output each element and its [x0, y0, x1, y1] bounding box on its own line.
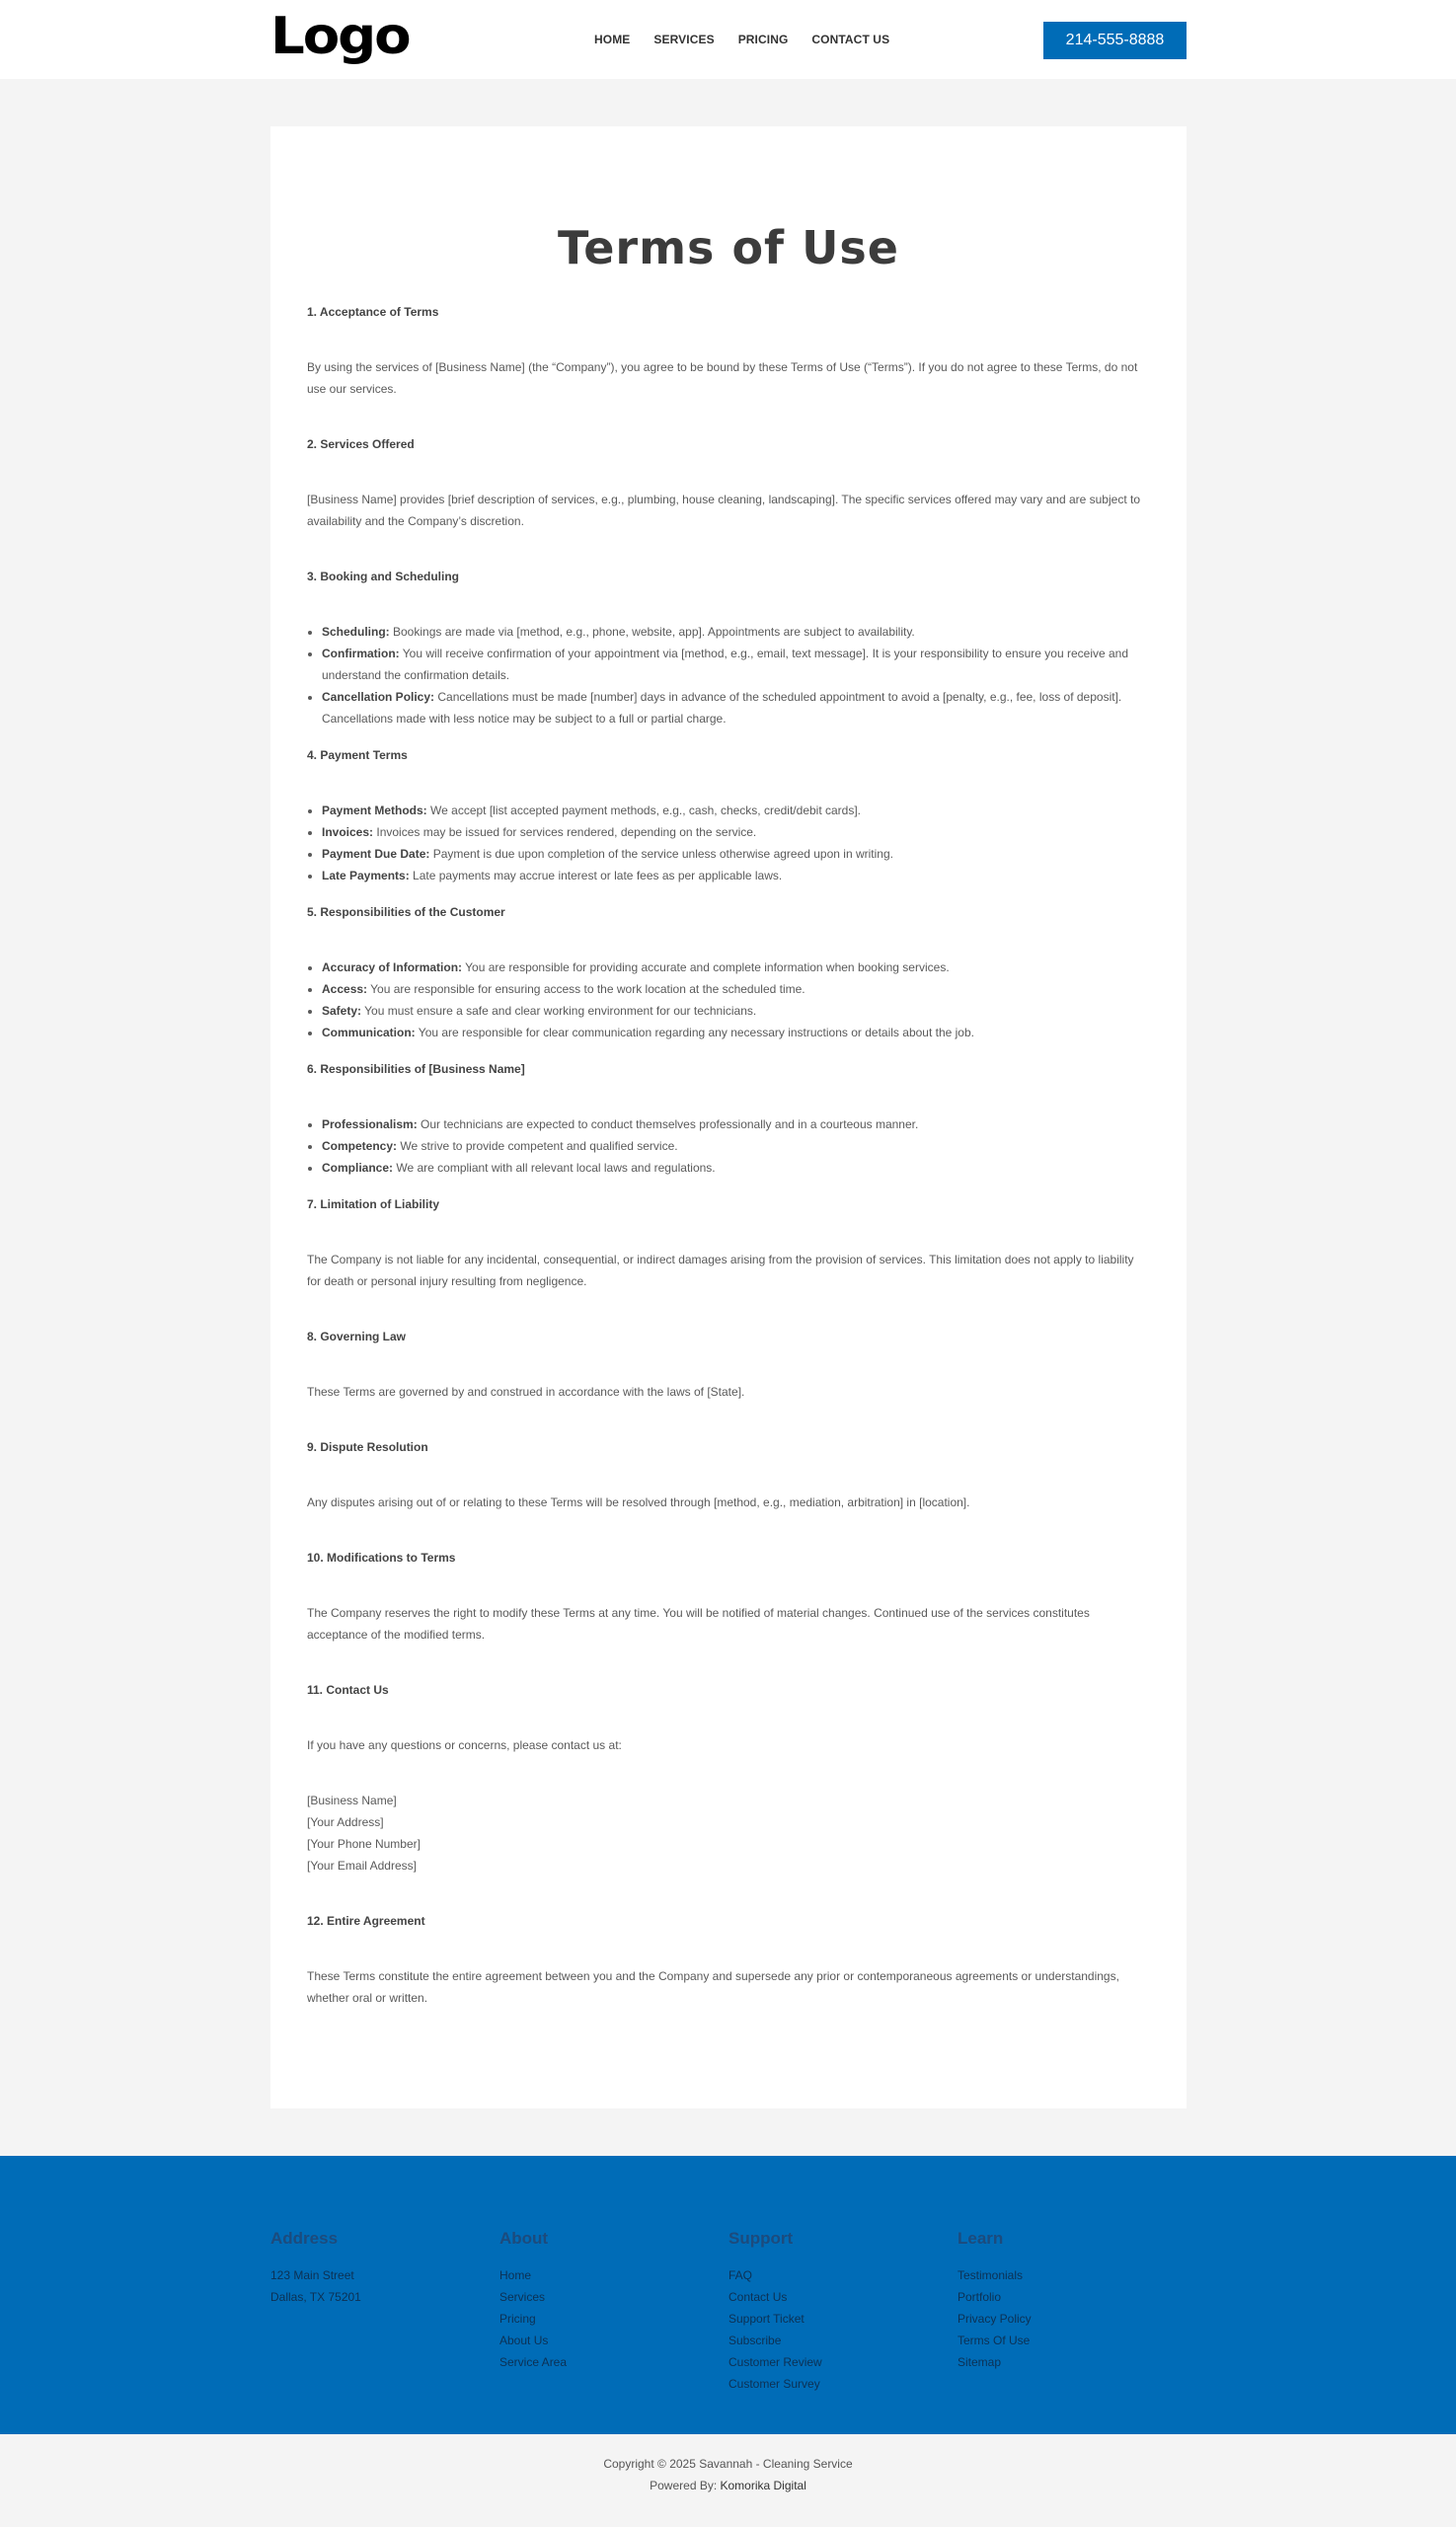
contact-line: [Your Email Address] [307, 1859, 417, 1873]
section-heading: 8. Governing Law [307, 1330, 407, 1343]
footer-heading: Address [270, 2229, 339, 2248]
footer-link-customer-survey[interactable]: Customer Survey [728, 2377, 820, 2391]
contact-block [307, 1790, 1148, 1876]
section-heading: 10. Modifications to Terms [307, 1551, 456, 1565]
section-heading: 2. Services Offered [307, 437, 415, 451]
footer-link-service-area[interactable]: Service Area [499, 2355, 568, 2369]
footer-link-customer-review[interactable]: Customer Review [728, 2355, 822, 2369]
site-header [0, 0, 1456, 79]
list-item: • Competency: We strive to provide competent and qualified service. [322, 1135, 1148, 1157]
list-item: • Communication: You are responsible for clear communication regarding any necessary instructions or details about the job. [322, 1022, 1148, 1043]
business-list [307, 1113, 1148, 1179]
section-heading: 11. Contact Us [307, 1683, 389, 1697]
list-item: • Payment Methods: We accept [list accepted payment methods, e.g., cash, checks, credit/debit cards]. [322, 800, 1148, 821]
list-item: • Safety: You must ensure a safe and clear working environment for our technicians. [322, 1000, 1148, 1022]
address-line: Dallas, TX 75201 [270, 2290, 361, 2304]
logo[interactable]: Logo [270, 7, 410, 66]
footer-link-contact-us[interactable]: Contact Us [728, 2290, 788, 2304]
section-heading: 6. Responsibilities of [Business Name] [307, 1062, 525, 1076]
footer-link-pricing[interactable]: Pricing [499, 2312, 536, 2326]
section-text: [Business Name] provides [brief description of services, e.g., plumbing, house cleaning, landscaping]. The specific services offered may vary and are subject to availability and the Company’s discretion. [307, 493, 1140, 528]
footer-link-faq[interactable]: FAQ [728, 2268, 753, 2282]
section-text: By using the services of [Business Name] (the “Company”), you agree to be bound by these Terms of Use (“Terms”). If you do not agree to these Terms, do not use our services. [307, 360, 1138, 396]
section-text: The Company is not liable for any incidental, consequential, or indirect damages arising from the provision of services. This limitation does not apply to liability for death or personal injury resulting from negligence. [307, 1253, 1134, 1288]
terms-content [307, 301, 1148, 2009]
footer-link-support-ticket[interactable]: Support Ticket [728, 2312, 805, 2326]
footer-link-terms-of-use[interactable]: Terms Of Use [958, 2334, 1031, 2347]
phone-button[interactable]: 214-555-8888 [1043, 22, 1187, 59]
main-nav [594, 33, 913, 46]
customer-list [307, 957, 1148, 1043]
footer-address [270, 2229, 361, 2308]
nav-contact-us[interactable]: CONTACT US [811, 33, 890, 46]
list-item: • Confirmation: You will receive confirmation of your appointment via [method, e.g., email, text message]. It is your responsibility to ensure you receive and understand the confirmation details. [322, 643, 1148, 686]
nav-services[interactable]: SERVICES [653, 33, 715, 46]
footer-link-about-us[interactable]: About Us [499, 2334, 549, 2347]
footer-support [728, 2229, 822, 2395]
powered-by-link[interactable]: Komorika Digital [720, 2479, 806, 2492]
contact-line: [Business Name] [307, 1794, 397, 1807]
footer-heading: Learn [958, 2229, 1004, 2248]
list-item: • Compliance: We are compliant with all relevant local laws and regulations. [322, 1157, 1148, 1179]
list-item: • Late Payments: Late payments may accrue interest or late fees as per applicable laws. [322, 865, 1148, 886]
nav-home[interactable]: HOME [594, 33, 631, 46]
footer-heading: Support [728, 2229, 794, 2248]
list-item: • Professionalism: Our technicians are expected to conduct themselves professionally and in a courteous manner. [322, 1113, 1148, 1135]
list-item: • Invoices: Invoices may be issued for services rendered, depending on the service. [322, 821, 1148, 843]
section-heading: 5. Responsibilities of the Customer [307, 905, 505, 919]
footer-link-privacy-policy[interactable]: Privacy Policy [958, 2312, 1032, 2326]
footer-link-subscribe[interactable]: Subscribe [728, 2334, 782, 2347]
list-item: • Scheduling: Bookings are made via [method, e.g., phone, website, app]. Appointments are subject to availability. [322, 621, 1148, 643]
section-heading: 12. Entire Agreement [307, 1914, 425, 1928]
footer-heading: About [499, 2229, 549, 2248]
copyright-bar [0, 2434, 1456, 2527]
list-item: • Payment Due Date: Payment is due upon completion of the service unless otherwise agreed upon in writing. [322, 843, 1148, 865]
list-item: • Access: You are responsible for ensuring access to the work location at the scheduled time. [322, 978, 1148, 1000]
nav-pricing[interactable]: PRICING [737, 33, 789, 46]
address-line: 123 Main Street [270, 2268, 354, 2282]
booking-list [307, 621, 1148, 729]
section-text: These Terms constitute the entire agreement between you and the Company and supersede any prior or contemporaneous agreements or understandings, whether oral or written. [307, 1969, 1119, 2005]
section-text: If you have any questions or concerns, please contact us at: [307, 1738, 622, 1752]
footer-link-testimonials[interactable]: Testimonials [958, 2268, 1024, 2282]
content-card [270, 126, 1187, 2108]
footer-about [499, 2229, 567, 2373]
section-heading: 7. Limitation of Liability [307, 1197, 440, 1211]
footer-learn [958, 2229, 1032, 2373]
payment-list [307, 800, 1148, 886]
copyright-text: Copyright © 2025 Savannah - Cleaning Service [603, 2457, 853, 2471]
list-item: • Accuracy of Information: You are responsible for providing accurate and complete information when booking services. [322, 957, 1148, 978]
powered-by: Powered By: Komorika Digital [650, 2479, 806, 2492]
footer-link-home[interactable]: Home [499, 2268, 532, 2282]
section-heading: 9. Dispute Resolution [307, 1440, 428, 1454]
section-text: The Company reserves the right to modify these Terms at any time. You will be notified of material changes. Continued use of the services constitutes acceptance of the modified terms. [307, 1606, 1090, 1642]
site-footer [0, 2156, 1456, 2434]
footer-link-services[interactable]: Services [499, 2290, 546, 2304]
section-text: Any disputes arising out of or relating to these Terms will be resolved through [method, e.g., mediation, arbitration] in [location]. [307, 1495, 970, 1509]
contact-line: [Your Phone Number] [307, 1837, 421, 1851]
contact-line: [Your Address] [307, 1815, 384, 1829]
section-text: These Terms are governed by and construed in accordance with the laws of [State]. [307, 1385, 745, 1399]
footer-link-portfolio[interactable]: Portfolio [958, 2290, 1002, 2304]
list-item: • Cancellation Policy: Cancellations must be made [number] days in advance of the scheduled appointment to avoid a [penalty, e.g., fee, loss of deposit]. Cancellations made with less notice may be subject to a full or partial charge. [322, 686, 1148, 729]
section-heading: 3. Booking and Scheduling [307, 570, 460, 583]
section-heading: 1. Acceptance of Terms [307, 305, 439, 319]
page-title: Terms of Use [557, 221, 900, 274]
footer-link-sitemap[interactable]: Sitemap [958, 2355, 1002, 2369]
section-heading: 4. Payment Terms [307, 748, 408, 762]
